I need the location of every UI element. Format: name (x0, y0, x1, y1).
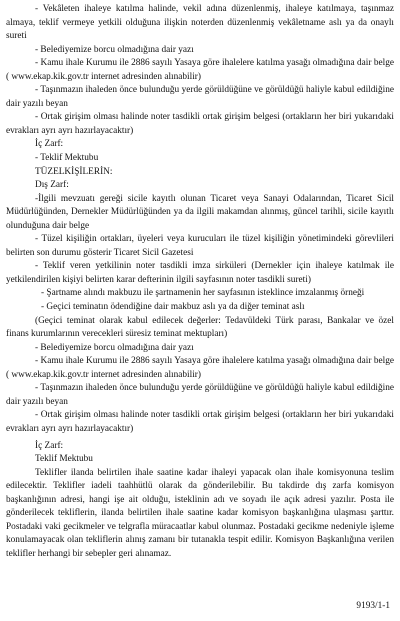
paragraph-sicil-belgesi: -İlgili mevzuatı gereği sicile kayıtlı olunan Ticaret veya Sanayi Odalarından, Ticaret Sicil Müdürlüğünden, Dernekler Müdürlüğünden ya da ilgili makamdan alınmış, güncel tarihli, sicile kayıtlı olunduğuna dair belge (6, 193, 394, 231)
item-teklif-mektubu-2: Teklif Mektubu (35, 454, 93, 465)
paragraph-imza-sirkuleri: - Teklif veren yetkilinin noter tasdikli imza sirküleri (Dernekler için ihaleye katılmak ile yetkilendirilen kişiyi belirten karar defterinin ilgili sayfasının noter tasdikli sureti) (6, 261, 394, 285)
paragraph-ortak-girisim-2: - Ortak girişim olması halinde noter tasdikli ortak girişim belgesi (ortakların her biri yukarıdaki evrakları ayrı ayrı hazırlayacaktır) (6, 410, 394, 434)
item-teklif-mektubu: - Teklif Mektubu (35, 153, 99, 164)
paragraph-teminat-degerleri: (Geçici teminat olarak kabul edilecek değerler: Tedavüldeki Türk parası, Bankalar ve özel finans kurumlarının verecekleri süresiz teminat mektupları) (6, 315, 394, 340)
paragraph-ortak-girisim: - Ortak girişim olması halinde noter tasdikli ortak girişim belgesi (ortakların her biri yukarıdaki evrakları ayrı ayrı hazırlayacaktır) (6, 112, 394, 136)
paragraph-teslim-kosullari: Teklifler ilanda belirtilen ihale saatine kadar ihaleyi yapacak olan ihale komisyonuna teslim edilecektir. Teklifler iadeli taahhütlü olarak da gönderilebilir. Bu takdirde dış zarfa komisyon başkanlığının adresi, hangi işe ait olduğu, isteklinin adı ve soyadı ile açık adresi yazılır. Posta ile gönderilecek tekliflerin, ilanda belirtilen ihale saatine kadar komisyon başkanlığına ulaşması şarttır. Postadaki vaki gecikmeler ve telgrafla müracaatlar kabul olunmaz. Postadaki gecikme nedeniyle işleme konulamayacak olan tekliflerin alınış zamanı bir tutanakla tespit edilir. Komisyon Başkanlığına verilen teklifler herhangi bir sebepler geri alınamaz. (6, 467, 394, 559)
heading-tuzel-kisiler: TÜZELKİŞİLERİN: (35, 166, 113, 177)
paragraph-borc-yazisi-2: - Belediyemize borcu olmadığına dair yazı (35, 342, 194, 353)
paragraph-ihale-yasagi: - Kamu ihale Kurumu ile 2886 sayılı Yasaya göre ihalelere katılma yasağı olmadığına dair belge ( www.ekap.kik.gov.tr internet adresinden alınabilir) (6, 58, 394, 82)
heading-ic-zarf-2: İç Zarf: (35, 440, 64, 451)
paragraph-sartname-makbuzu: - Şartname alındı makbuzu ile şartnamenin her sayfasının isteklince imzalanmış örneği (41, 288, 365, 299)
paragraph-tasinmaz-beyan-2: - Taşınmazın ihaleden önce bulunduğu yerde görüldüğüne ve görüldüğü haliyle kabul edildiğine dair yazılı beyan (6, 383, 394, 407)
heading-dis-zarf: Dış Zarf: (35, 180, 69, 191)
heading-ic-zarf: İç Zarf: (35, 139, 64, 150)
paragraph-vekalet: - Vekâleten ihaleye katılma halinde, vekil adına düzenlenmiş, ihaleye katılmaya, taşınmaz almaya, teklif vermeye yetkili olduğuna ilişkin noterden düzenlenmiş vekâletname aslı ya da onaylı sureti (6, 4, 394, 42)
paragraph-ticaret-sicil-gazetesi: - Tüzel kişiliğin ortakları, üyeleri veya kurucuları ile tüzel kişiliğin yönetimindeki görevlileri belirten son durumu gösterir Ticaret Sicil Gazetesi (6, 234, 394, 258)
paragraph-ihale-yasagi-2: - Kamu ihale Kurumu ile 2886 sayılı Yasaya göre ihalelere katılma yasağı olmadığına dair belge ( www.ekap.kik.gov.tr internet adresinden alınabilir) (6, 356, 394, 380)
paragraph-borc-yazisi: - Belediyemize borcu olmadığına dair yazı (35, 44, 194, 55)
paragraph-gecici-teminat: - Geçici teminatın ödendiğine dair makbuz aslı ya da diğer teminat aslı (41, 302, 305, 313)
paragraph-tasinmaz-beyan: - Taşınmazın ihaleden önce bulunduğu yerde görüldüğüne ve görüldüğü haliyle kabul edildiğine dair yazılı beyan (6, 85, 394, 109)
page-reference-number: 9193/1-1 (356, 601, 390, 612)
